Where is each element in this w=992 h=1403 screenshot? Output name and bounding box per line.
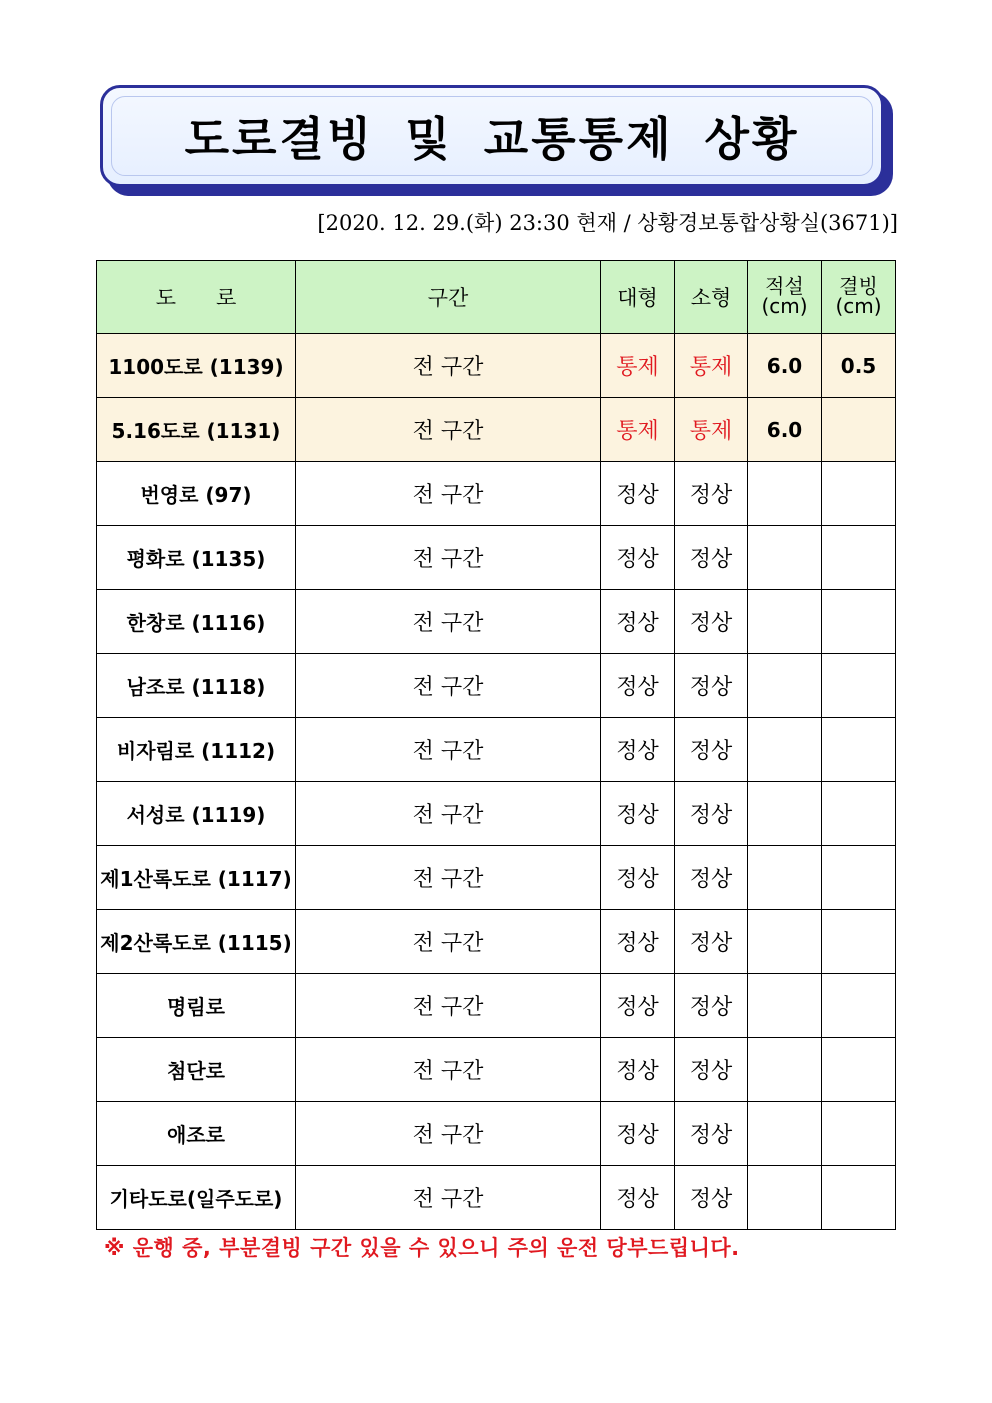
ice-depth xyxy=(822,398,896,462)
small-vehicle-status: 정상 xyxy=(675,1038,748,1102)
table-row xyxy=(97,974,896,1038)
table-row xyxy=(97,718,896,782)
snow-depth: 6.0 xyxy=(748,398,822,462)
header-snow-unit: (cm) xyxy=(761,294,808,318)
small-vehicle-status: 정상 xyxy=(675,1166,748,1230)
table-row xyxy=(97,1166,896,1230)
large-vehicle-status: 정상 xyxy=(601,526,675,590)
small-vehicle-status: 정상 xyxy=(675,1102,748,1166)
small-vehicle-status: 정상 xyxy=(675,782,748,846)
ice-depth xyxy=(822,1166,896,1230)
road-name: 1100도로 (1139) xyxy=(97,334,296,398)
snow-depth xyxy=(748,1102,822,1166)
header-ice-label: 결빙 xyxy=(839,274,878,298)
snow-depth xyxy=(748,782,822,846)
ice-depth xyxy=(822,974,896,1038)
road-section: 전 구간 xyxy=(296,462,601,526)
road-name: 평화로 (1135) xyxy=(97,526,296,590)
road-name: 애조로 xyxy=(97,1102,296,1166)
small-vehicle-status: 정상 xyxy=(675,462,748,526)
small-vehicle-status: 통제 xyxy=(675,398,748,462)
ice-depth xyxy=(822,654,896,718)
table-row xyxy=(97,910,896,974)
ice-depth xyxy=(822,462,896,526)
snow-depth: 6.0 xyxy=(748,334,822,398)
road-section: 전 구간 xyxy=(296,718,601,782)
large-vehicle-status: 정상 xyxy=(601,1038,675,1102)
snow-depth xyxy=(748,462,822,526)
snow-depth xyxy=(748,654,822,718)
road-name: 한창로 (1116) xyxy=(97,590,296,654)
snow-depth xyxy=(748,974,822,1038)
road-name: 비자림로 (1112) xyxy=(97,718,296,782)
ice-depth xyxy=(822,1102,896,1166)
large-vehicle-status: 정상 xyxy=(601,462,675,526)
snow-depth xyxy=(748,1166,822,1230)
header-snow-label: 적설 xyxy=(765,274,804,298)
snow-depth xyxy=(748,590,822,654)
road-section: 전 구간 xyxy=(296,398,601,462)
header-small-vehicle: 소형 xyxy=(675,261,748,334)
road-section: 전 구간 xyxy=(296,974,601,1038)
large-vehicle-status: 정상 xyxy=(601,654,675,718)
road-section: 전 구간 xyxy=(296,1166,601,1230)
road-status-table xyxy=(96,260,896,1230)
small-vehicle-status: 정상 xyxy=(675,910,748,974)
road-name: 남조로 (1118) xyxy=(97,654,296,718)
header-section: 구간 xyxy=(296,261,601,334)
table-row xyxy=(97,782,896,846)
header-snow xyxy=(748,261,822,334)
header-ice xyxy=(822,261,896,334)
small-vehicle-status: 통제 xyxy=(675,334,748,398)
snow-depth xyxy=(748,910,822,974)
road-name: 제2산록도로 (1115) xyxy=(97,910,296,974)
road-section: 전 구간 xyxy=(296,1038,601,1102)
small-vehicle-status: 정상 xyxy=(675,526,748,590)
road-section: 전 구간 xyxy=(296,846,601,910)
ice-depth xyxy=(822,1038,896,1102)
table-row xyxy=(97,1038,896,1102)
small-vehicle-status: 정상 xyxy=(675,590,748,654)
large-vehicle-status: 정상 xyxy=(601,1166,675,1230)
road-section: 전 구간 xyxy=(296,526,601,590)
ice-depth xyxy=(822,526,896,590)
road-section: 전 구간 xyxy=(296,590,601,654)
table-row xyxy=(97,654,896,718)
ice-depth: 0.5 xyxy=(822,334,896,398)
road-name: 제1산록도로 (1117) xyxy=(97,846,296,910)
header-large-vehicle: 대형 xyxy=(601,261,675,334)
ice-depth xyxy=(822,782,896,846)
road-name: 번영로 (97) xyxy=(97,462,296,526)
road-section: 전 구간 xyxy=(296,334,601,398)
table-row xyxy=(97,462,896,526)
large-vehicle-status: 통제 xyxy=(601,334,675,398)
snow-depth xyxy=(748,526,822,590)
large-vehicle-status: 정상 xyxy=(601,846,675,910)
page-title: 도로결빙 및 교통통제 상황 xyxy=(184,112,800,166)
table-row xyxy=(97,846,896,910)
ice-depth xyxy=(822,910,896,974)
road-name: 기타도로(일주도로) xyxy=(97,1166,296,1230)
table-header-row xyxy=(97,261,896,334)
table-row xyxy=(97,590,896,654)
ice-depth xyxy=(822,846,896,910)
large-vehicle-status: 정상 xyxy=(601,910,675,974)
small-vehicle-status: 정상 xyxy=(675,846,748,910)
title-banner xyxy=(100,85,884,187)
road-name: 서성로 (1119) xyxy=(97,782,296,846)
table-row xyxy=(97,1102,896,1166)
small-vehicle-status: 정상 xyxy=(675,974,748,1038)
large-vehicle-status: 정상 xyxy=(601,590,675,654)
road-name: 5.16도로 (1131) xyxy=(97,398,296,462)
large-vehicle-status: 정상 xyxy=(601,718,675,782)
road-section: 전 구간 xyxy=(296,1102,601,1166)
road-section: 전 구간 xyxy=(296,910,601,974)
table-row xyxy=(97,334,896,398)
table-row xyxy=(97,526,896,590)
large-vehicle-status: 정상 xyxy=(601,782,675,846)
small-vehicle-status: 정상 xyxy=(675,718,748,782)
snow-depth xyxy=(748,718,822,782)
small-vehicle-status: 정상 xyxy=(675,654,748,718)
road-name: 첨단로 xyxy=(97,1038,296,1102)
snow-depth xyxy=(748,1038,822,1102)
large-vehicle-status: 통제 xyxy=(601,398,675,462)
header-road: 도 로 xyxy=(97,261,296,334)
caution-note: ※ 운행 중, 부분결빙 구간 있을 수 있으니 주의 운전 당부드립니다. xyxy=(104,1236,740,1260)
table-row xyxy=(97,398,896,462)
road-section: 전 구간 xyxy=(296,654,601,718)
header-ice-unit: (cm) xyxy=(835,294,882,318)
large-vehicle-status: 정상 xyxy=(601,1102,675,1166)
large-vehicle-status: 정상 xyxy=(601,974,675,1038)
road-name: 명림로 xyxy=(97,974,296,1038)
road-section: 전 구간 xyxy=(296,782,601,846)
ice-depth xyxy=(822,590,896,654)
ice-depth xyxy=(822,718,896,782)
snow-depth xyxy=(748,846,822,910)
report-timestamp: [2020. 12. 29.(화) 23:30 현재 / 상황경보통합상황실(3671)] xyxy=(317,211,898,235)
